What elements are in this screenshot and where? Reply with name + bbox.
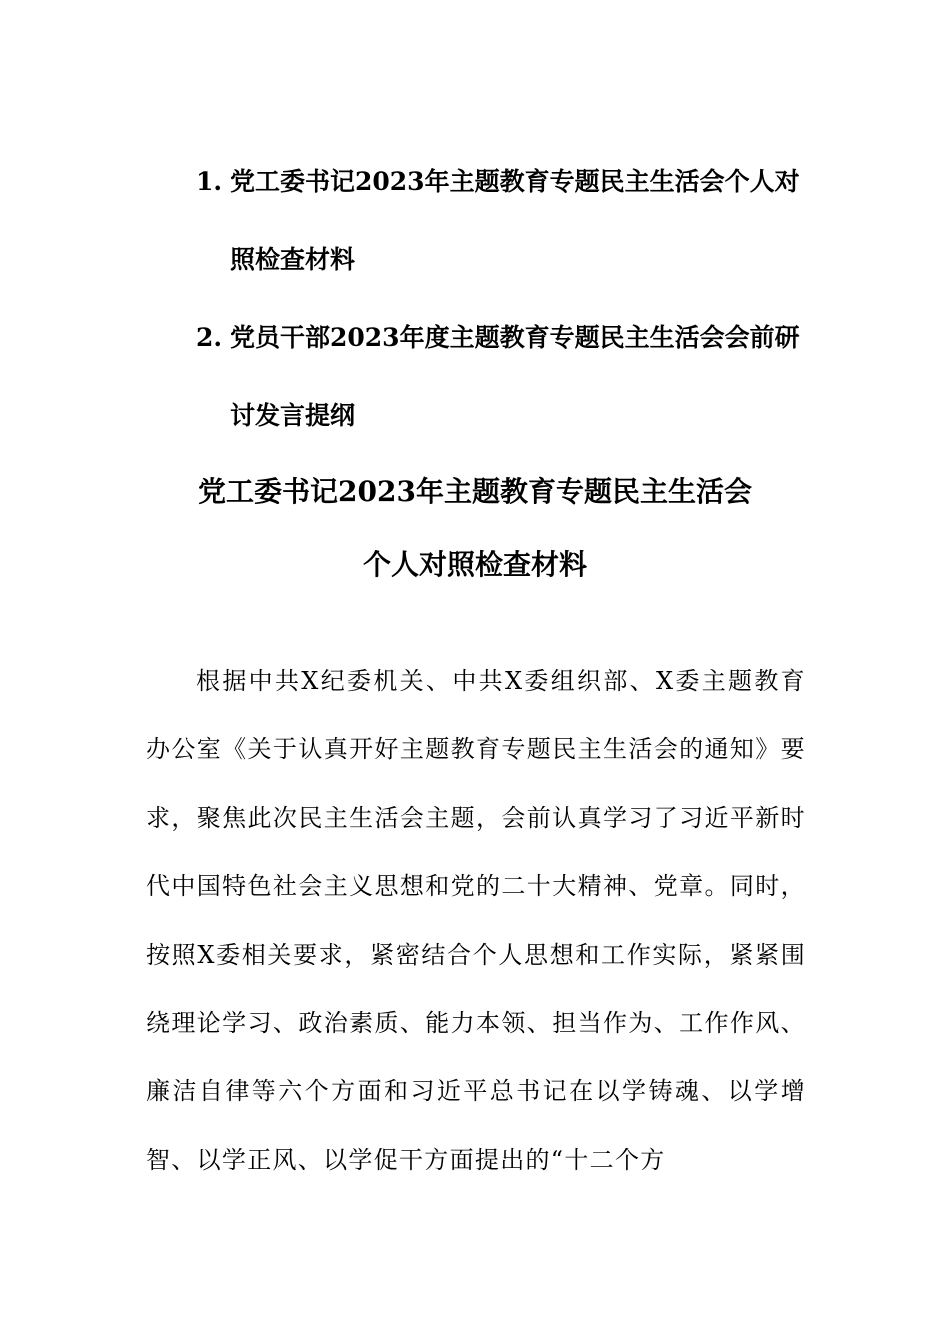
body-paragraph: 根据中共X纪委机关、中共X委组织部、X委主题教育办公室《关于认真开好主题教育专题民主生活会的通知》要求，聚焦此次民主生活会主题，会前认真学习了习近平新时代中国特色社会主义思想和党的二十大精神、党章。同时，按照X委相关要求，紧密结合个人思想和工作实际，紧紧围绕理论学习、政治素质、能力本领、担当作为、工作作风、廉洁自律等六个方面和习近平总书记在以学铸魂、以学增智、以学正风、以学促干方面提出的“十二个方 <box>146 667 806 1174</box>
toc-item[interactable] <box>196 143 816 299</box>
document-title-line-2: 个人对照检查材料 <box>362 548 587 581</box>
toc-item-number: 1. <box>196 167 223 196</box>
document-title-line-1: 党工委书记2023年主题教育专题民主生活会 <box>198 475 752 508</box>
toc-item-text: 党员干部2023年度主题教育专题民主生活会会前研讨发言提纲 <box>230 323 800 430</box>
toc-item[interactable] <box>196 299 816 455</box>
toc-item-text: 党工委书记2023年主题教育专题民主生活会个人对照检查材料 <box>230 167 800 274</box>
toc-item-number: 2. <box>196 323 223 352</box>
table-of-contents <box>196 143 816 455</box>
document-title <box>100 455 850 601</box>
